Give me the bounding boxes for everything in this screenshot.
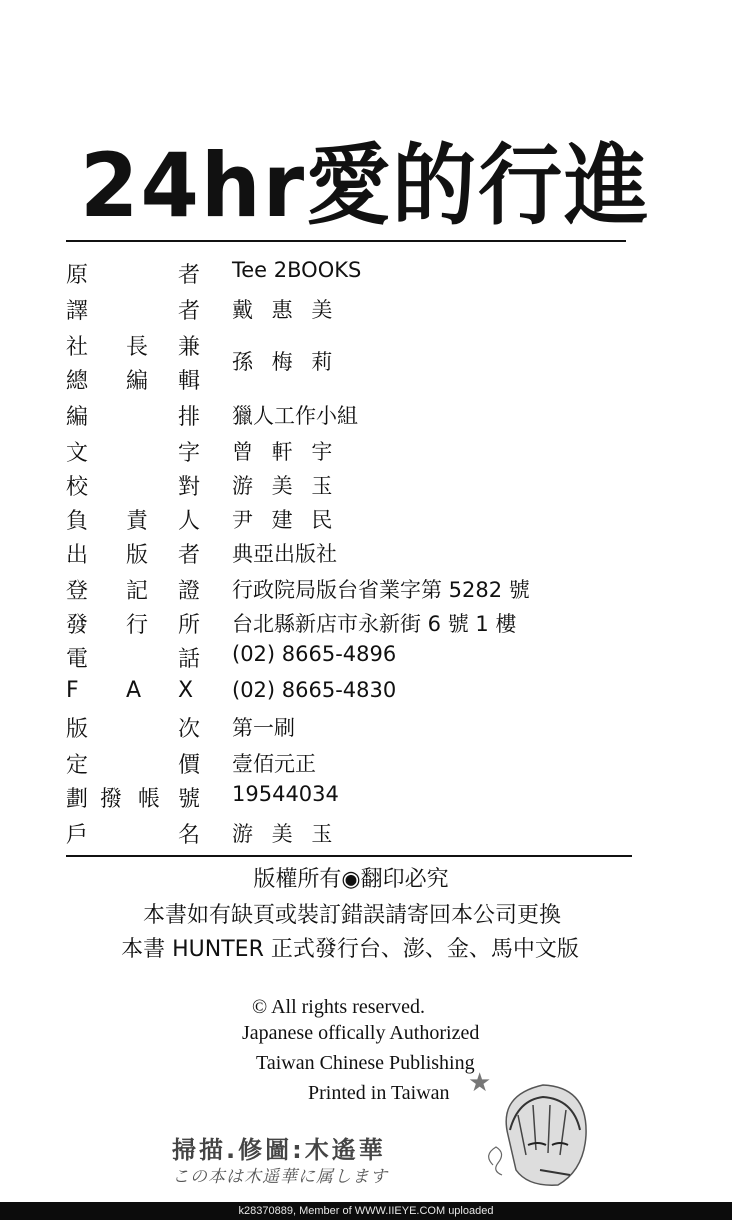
credit-label-char: 字 [178,441,201,466]
credit-value: 典亞出版社 [232,542,337,566]
credit-row [66,712,626,746]
credit-row [66,470,626,504]
credit-label-char: F [66,678,79,703]
credit-value: 游 美 玉 [232,822,339,846]
credit-label-char: 戶 [66,823,89,848]
credit-label-char: 證 [178,579,201,604]
book-title: 24hr愛的行進 [80,133,651,237]
credit-label-char: 社 [66,335,89,360]
credit-label [66,294,206,328]
credit-label [66,436,206,470]
copyright-notice: 版權所有◉翻印必究 [253,867,449,892]
credit-label-char: 文 [66,441,89,466]
credit-row [66,538,626,572]
credit-label [66,608,206,642]
credit-label [66,818,206,852]
credit-label-char: 者 [178,263,201,288]
upload-footer: k28370889, Member of WWW.IIEYE.COM uploaded [0,1202,732,1220]
credit-value: (02) 8665-4896 [232,642,397,666]
credit-label-char: 責 [126,509,149,534]
credit-label-char: 版 [66,717,89,742]
credit-label-char: 人 [178,509,201,534]
credit-label [66,330,206,364]
credit-label-char: 總 [66,369,89,394]
credit-label-char: 負 [66,509,89,534]
credit-value: Tee 2BOOKS [232,258,362,282]
scan-credit: 掃描.修圖:木遙華 [172,1136,386,1164]
credit-value: 戴 惠 美 [232,298,339,322]
credit-label-char: 價 [178,753,201,778]
credit-value: 台北縣新店市永新街 6 號 1 樓 [232,612,517,636]
credit-label [66,748,206,782]
credit-value: 壹佰元正 [232,752,316,776]
credit-label-char: 對 [178,475,201,500]
credit-row [66,782,626,816]
credit-label [66,504,206,538]
credit-row [66,258,626,292]
credit-label-char: 發 [66,613,89,638]
scan-credit-japanese: この本は木遥華に属します [172,1167,388,1187]
credit-label-char: 排 [178,405,201,430]
credit-label-char: 劃 [66,787,89,812]
credit-label-char: 記 [126,579,149,604]
credit-label [66,538,206,572]
credit-label-char: 定 [66,753,89,778]
publishing-line: Taiwan Chinese Publishing [256,1052,475,1074]
credit-label-char: 編 [126,369,149,394]
credit-value: 曾 軒 宇 [232,440,339,464]
credit-label-char: 所 [178,613,201,638]
distribution-notice: 本書 HUNTER 正式發行台、澎、金、馬中文版 [121,937,579,962]
credit-label [66,574,206,608]
authorized-line: Japanese offically Authorized [242,1022,480,1044]
credit-row [66,642,626,676]
credit-row [66,294,626,328]
credit-label-char: 兼 [178,335,201,360]
credit-label [66,678,206,712]
credit-row [66,504,626,538]
credit-row [66,400,626,434]
credit-label-char: 話 [178,647,201,672]
credit-row [66,608,626,642]
replacement-notice: 本書如有缺頁或裝訂錯誤請寄回本公司更換 [142,903,561,928]
credit-label [66,258,206,292]
top-divider [66,240,626,242]
credit-label-char: 輯 [178,369,201,394]
character-illustration [488,1075,598,1195]
credit-row [66,678,626,712]
credit-row [66,818,626,852]
credit-row [66,574,626,608]
credit-value: 第一刷 [232,716,295,740]
credit-value: 19544034 [232,782,339,806]
credit-label [66,642,206,676]
credit-label [66,712,206,746]
credit-value: 孫 梅 莉 [232,350,339,374]
credit-label-char: 次 [178,717,201,742]
credit-label-char: 登 [66,579,89,604]
credit-label [66,782,206,816]
credit-value: 行政院局版台省業字第 5282 號 [232,578,530,602]
credit-label-char: 原 [66,263,89,288]
credit-label-char: 校 [66,475,89,500]
star-icon: ★ [468,1068,492,1098]
credit-value: 游 美 玉 [232,474,339,498]
credit-label-char: 撥 [100,787,123,812]
credit-label-char: 名 [178,823,201,848]
credit-label-second-line [66,364,206,398]
credit-label-char: 者 [178,299,201,324]
credit-label-char: A [126,678,142,703]
credit-value: 獵人工作小組 [232,404,358,428]
printed-line: Printed in Taiwan [308,1082,450,1104]
credit-label-char: 行 [126,613,149,638]
credit-label-char: 號 [178,787,201,812]
credit-label-char: 譯 [66,299,89,324]
bottom-divider [66,855,632,857]
rights-reserved: © All rights reserved. [252,996,425,1018]
credit-value: (02) 8665-4830 [232,678,397,702]
credit-label-char: 出 [66,543,89,568]
credit-label [66,470,206,504]
credit-value: 尹 建 民 [232,508,339,532]
credit-label-char: 編 [66,405,89,430]
credit-row [66,748,626,782]
credit-row [66,436,626,470]
credit-label-char: 者 [178,543,201,568]
credit-label-char: 版 [126,543,149,568]
credit-row [66,330,626,394]
credit-label-char: 長 [126,335,149,360]
credit-label-char: X [178,678,194,703]
credit-label [66,400,206,434]
credit-label-char: 電 [66,647,89,672]
credit-label-char: 帳 [138,787,161,812]
